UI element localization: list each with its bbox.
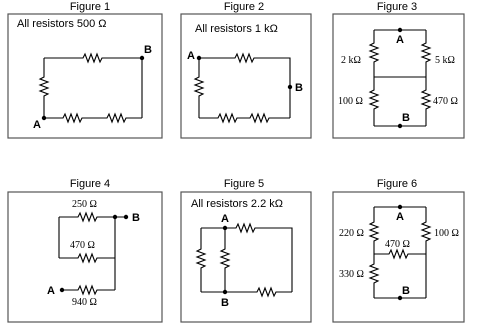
figure-1-resistors-bottom	[44, 114, 142, 122]
figure-5-resistor-top	[201, 224, 292, 292]
figure-6-node-a-dot	[398, 205, 402, 209]
figure-1-title: Figure 1	[69, 1, 111, 13]
figure-3	[333, 1, 464, 138]
figure-3-resistor-5k	[422, 30, 430, 77]
figure-1-node-b-dot	[140, 56, 144, 60]
figure-6-label-220: 220 Ω	[339, 228, 364, 239]
figure-4-resistor-470	[59, 254, 115, 262]
figure-2	[181, 1, 311, 138]
figure-3-resistor-2k	[370, 30, 378, 77]
figure-4-node-b: B	[132, 212, 140, 224]
figure-6-resistor-330	[370, 254, 378, 298]
figure-1-note: All resistors 500 Ω	[17, 18, 107, 30]
figure-4	[8, 178, 162, 322]
figure-3-frame	[333, 14, 464, 138]
figure-4-node-b-dot	[124, 215, 128, 219]
figure-6-resistor-470	[374, 250, 426, 258]
figure-2-circuit	[195, 54, 290, 122]
figure-4-circuit	[59, 213, 126, 294]
figure-2-node-b: B	[295, 82, 303, 94]
figure-5-resistor-middle	[221, 228, 229, 292]
figure-5-node-a-dot	[223, 226, 227, 230]
figure-1-circuit	[40, 54, 142, 122]
figure-4-node-a-dot	[60, 288, 64, 292]
figure-3-resistor-470	[422, 77, 430, 126]
figure-1-resistor-top	[44, 54, 142, 62]
figure-6-title: Figure 6	[376, 178, 418, 190]
figure-3-label-5k: 5 kΩ	[435, 55, 455, 66]
figure-4-label-250: 250 Ω	[72, 199, 97, 210]
figure-4-junction-dot	[113, 215, 117, 219]
figure-4-label-470: 470 Ω	[70, 240, 95, 251]
figure-2-node-a: A	[187, 50, 195, 62]
figure-6-label-470: 470 Ω	[385, 239, 410, 250]
figure-1-node-a: A	[33, 119, 41, 131]
figure-4-label-940: 940 Ω	[72, 297, 97, 308]
figure-3-label-2k: 2 kΩ	[341, 55, 361, 66]
figure-1-node-a-dot	[42, 116, 46, 120]
figure-5-node-b-dot	[223, 290, 227, 294]
figure-3-node-a: A	[396, 34, 404, 46]
figure-2-resistor-top	[199, 54, 290, 118]
figure-1-frame	[8, 14, 162, 138]
figure-3-title: Figure 3	[376, 1, 418, 13]
figure-2-title: Figure 2	[223, 1, 265, 13]
figure-4-title: Figure 4	[69, 178, 111, 190]
figure-4-resistor-940	[62, 286, 115, 294]
figure-1-resistor-left	[40, 58, 48, 118]
figure-6-node-a: A	[396, 211, 404, 223]
figure-2-resistors-bottom	[199, 114, 290, 122]
figure-2-node-a-dot	[197, 56, 201, 60]
figure-6-resistor-100	[422, 207, 430, 298]
figure-6	[333, 178, 464, 322]
figure-5-circuit	[197, 224, 292, 296]
figure-6-label-330: 330 Ω	[339, 269, 364, 280]
figure-5-resistor-left	[197, 228, 205, 292]
figure-5	[181, 178, 311, 322]
figure-3-label-470: 470 Ω	[433, 96, 458, 107]
figure-5-note: All resistors 2.2 kΩ	[191, 198, 283, 210]
figure-5-resistor-bottom	[201, 288, 292, 296]
figure-5-node-a: A	[221, 213, 229, 225]
figure-4-node-a: A	[47, 285, 55, 297]
figure-5-node-b: B	[221, 297, 229, 309]
figure-1	[8, 1, 162, 138]
figure-3-resistor-100	[370, 77, 378, 126]
figure-6-label-100: 100 Ω	[434, 228, 459, 239]
figure-2-resistor-left	[195, 58, 203, 118]
figure-6-node-b: B	[402, 285, 410, 297]
figure-3-node-a-dot	[398, 28, 402, 32]
figure-2-note: All resistors 1 kΩ	[195, 23, 278, 35]
figure-1-node-b: B	[144, 44, 152, 56]
figure-3-label-100: 100 Ω	[338, 96, 363, 107]
figure-3-node-b: B	[402, 112, 410, 124]
figure-5-title: Figure 5	[223, 178, 265, 190]
figure-2-node-b-dot	[288, 85, 292, 89]
figure-6-resistor-220	[370, 207, 378, 254]
figure-3-node-b-dot	[398, 124, 402, 128]
